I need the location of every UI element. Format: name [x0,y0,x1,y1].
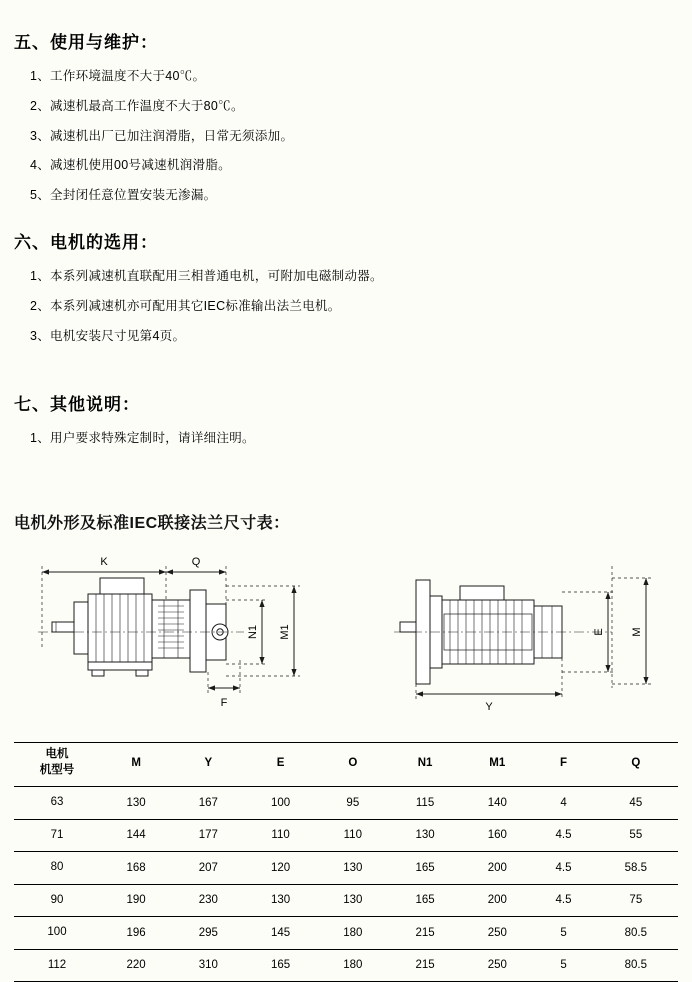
cell-M: 168 [100,852,172,885]
table-row [14,884,678,917]
cell-Q: 80.5 [594,949,678,982]
cell-N1: 130 [389,819,461,852]
list-item: 3、减速机出厂已加注润滑脂，日常无须添加。 [30,128,294,143]
cell-O: 180 [317,949,389,982]
cell-M1: 250 [461,917,533,950]
list-item: 5、全封闭任意位置安装无渗漏。 [30,188,217,202]
cell-F: 4.5 [533,884,593,917]
cell-model: 71 [14,819,100,852]
list-item: 2、本系列减速机亦可配用其它IEC标准输出法兰电机。 [30,298,341,313]
cell-N1: 115 [389,787,461,820]
motor-dimension-drawing [12,548,680,726]
table-header-model [14,743,100,787]
list-item: 4、减速机使用00号减速机润滑脂。 [30,158,231,173]
cell-Y: 310 [172,949,244,982]
cell-F: 5 [533,949,593,982]
table-header-F: F [533,743,593,787]
section-item-list [30,267,383,345]
cell-M: 144 [100,819,172,852]
cell-model: 112 [14,949,100,982]
cell-O: 95 [317,787,389,820]
cell-M1: 200 [461,852,533,885]
cell-M1: 200 [461,884,533,917]
cell-F: 5 [533,917,593,950]
table-header-Q: Q [594,743,678,787]
cell-M: 196 [100,917,172,950]
model-head-line2: 机型号 [39,763,75,776]
cell-F: 4.5 [533,819,593,852]
cell-E: 110 [244,819,316,852]
cell-E: 120 [244,852,316,885]
dimension-label-Y: Y [485,701,493,713]
cell-N1: 165 [389,852,461,885]
table-header-M1: M1 [461,743,533,787]
dimension-label-K: K [100,556,108,568]
table-header-O: O [317,743,389,787]
section-title: 七、其他说明： [14,395,140,414]
cell-model: 90 [14,884,100,917]
cell-N1: 215 [389,949,461,982]
cell-M: 130 [100,787,172,820]
cell-Y: 177 [172,819,244,852]
table-row [14,917,678,950]
cell-M1: 250 [461,949,533,982]
list-item: 3、电机安装尺寸见第4页。 [30,328,186,343]
model-head-line1: 电机 [45,748,69,760]
list-item: 1、用户要求特殊定制时，请详细注明。 [30,431,255,445]
list-item: 2、减速机最高工作温度不大于80℃。 [30,98,244,113]
cell-Y: 207 [172,852,244,885]
cell-E: 100 [244,787,316,820]
dimension-table [14,742,678,982]
list-item: 1、本系列减速机直联配用三相普通电机，可附加电磁制动器。 [30,269,383,283]
table-row [14,787,678,820]
section-usage-maintenance [14,28,293,216]
cell-O: 130 [317,852,389,885]
dimension-label-E: E [593,628,605,636]
dimension-label-M: M [631,627,643,637]
cell-M1: 160 [461,819,533,852]
cell-O: 130 [317,884,389,917]
dimension-label-N1: N1 [247,624,259,640]
table-header-row [14,743,678,787]
section-item-list [30,67,293,205]
cell-Q: 55 [594,819,678,852]
cell-F: 4 [533,787,593,820]
table-row [14,852,678,885]
cell-Q: 80.5 [594,917,678,950]
dimension-label-Q: Q [191,556,201,568]
section-title: 五、使用与维护： [14,33,158,52]
cell-model: 100 [14,917,100,950]
table-header-Y: Y [172,743,244,787]
table-header-E: E [244,743,316,787]
cell-O: 110 [317,819,389,852]
list-item: 1、工作环境温度不大于40℃。 [30,69,206,83]
cell-model: 80 [14,852,100,885]
cell-M1: 140 [461,787,533,820]
dimension-label-M1: M1 [279,624,291,640]
cell-Q: 75 [594,884,678,917]
section-title: 六、电机的选用： [14,233,158,252]
cell-M: 220 [100,949,172,982]
cell-Y: 230 [172,884,244,917]
cell-Q: 45 [594,787,678,820]
dimension-label-F: F [220,697,228,709]
table-body [14,787,678,982]
cell-F: 4.5 [533,852,593,885]
table-row [14,949,678,982]
table-header [14,743,678,787]
table-header-M: M [100,743,172,787]
section-item-list [30,429,255,448]
section-motor-selection [14,228,383,356]
table-header-N1: N1 [389,743,461,787]
cell-O: 180 [317,917,389,950]
cell-E: 165 [244,949,316,982]
cell-model: 63 [14,787,100,820]
cell-M: 190 [100,884,172,917]
cell-N1: 215 [389,917,461,950]
cell-Y: 295 [172,917,244,950]
cell-Y: 167 [172,787,244,820]
table-row [14,819,678,852]
cell-E: 145 [244,917,316,950]
table-title: 电机外形及标准IEC联接法兰尺寸表： [14,515,290,532]
cell-Q: 58.5 [594,852,678,885]
cell-E: 130 [244,884,316,917]
cell-N1: 165 [389,884,461,917]
section-other-notes [14,390,255,459]
